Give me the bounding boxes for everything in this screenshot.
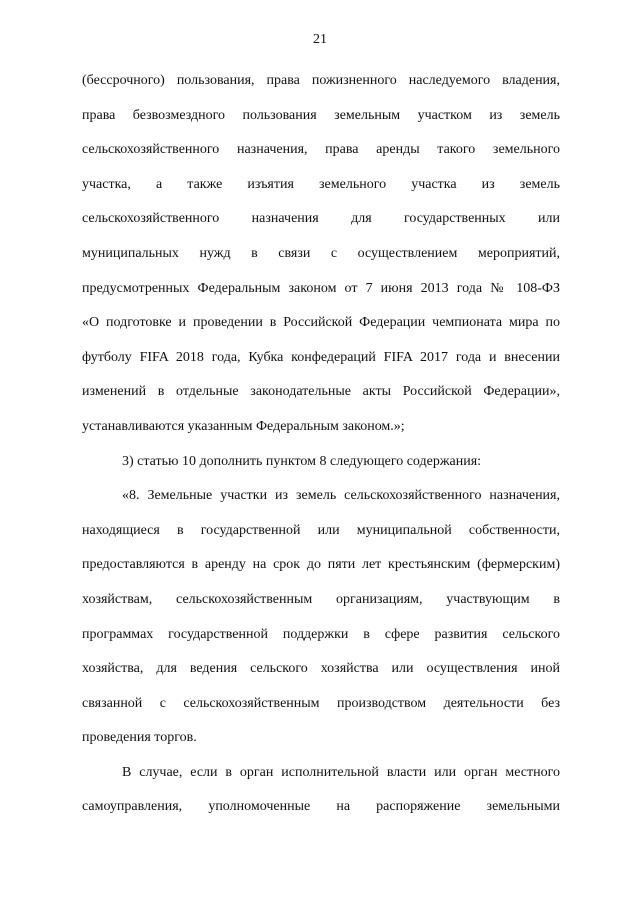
text-line: участка, а также изъятия земельного участка из земель [82, 176, 560, 192]
text-line: устанавливаются указанным Федеральным законом.»; [82, 418, 405, 434]
text-line: хозяйствам, сельскохозяйственным организациям, участвующим в [82, 591, 560, 607]
text-line: права безвозмездного пользования земельным участком из земель [82, 107, 560, 123]
text-line: «8. Земельные участки из земель сельскохозяйственного назначения, [122, 488, 560, 504]
paragraph-continuation [82, 64, 560, 445]
text-line: проведения торгов. [82, 730, 197, 746]
text-line: находящиеся в государственной или муниципальной собственности, [82, 522, 560, 538]
text-line: изменений в отдельные законодательные акты Российской Федерации», [82, 384, 560, 400]
text-line: сельскохозяйственного назначения, права аренды такого земельного [82, 142, 560, 158]
text-line: 3) статью 10 дополнить пунктом 8 следующего содержания: [122, 453, 482, 469]
text-line: предоставляются в аренду на срок до пяти лет крестьянским (фермерским) [82, 557, 560, 573]
paragraph-item-3 [82, 445, 560, 480]
paragraph-point-8 [82, 479, 560, 756]
text-line: муниципальных нужд в связи с осуществлением мероприятий, [82, 245, 560, 261]
text-line: (бессрочного) пользования, права пожизненного наследуемого владения, [82, 73, 560, 88]
text-line: связанной с сельскохозяйственным производством деятельности без [82, 695, 560, 711]
text-line: программах государственной поддержки в сфере развития сельского [82, 626, 560, 642]
text-line: сельскохозяйственного назначения для государственных или [82, 211, 560, 227]
text-line: В случае, если в орган исполнительной власти или орган местного [122, 764, 560, 780]
text-line: футболу FIFA 2018 года, Кубка конфедераций FIFA 2017 года и внесении [82, 349, 560, 365]
text-line: предусмотренных Федеральным законом от 7 июня 2013 года № 108-ФЗ [82, 280, 560, 296]
text-line: самоуправления, уполномоченные на распоряжение земельными [82, 799, 560, 815]
page-number: 21 [313, 32, 327, 47]
paragraph-case [82, 756, 560, 825]
document-body [82, 64, 560, 825]
text-line: хозяйства, для ведения сельского хозяйства или осуществления иной [82, 661, 560, 677]
text-line: «О подготовке и проведении в Российской Федерации чемпионата мира по [82, 315, 560, 331]
